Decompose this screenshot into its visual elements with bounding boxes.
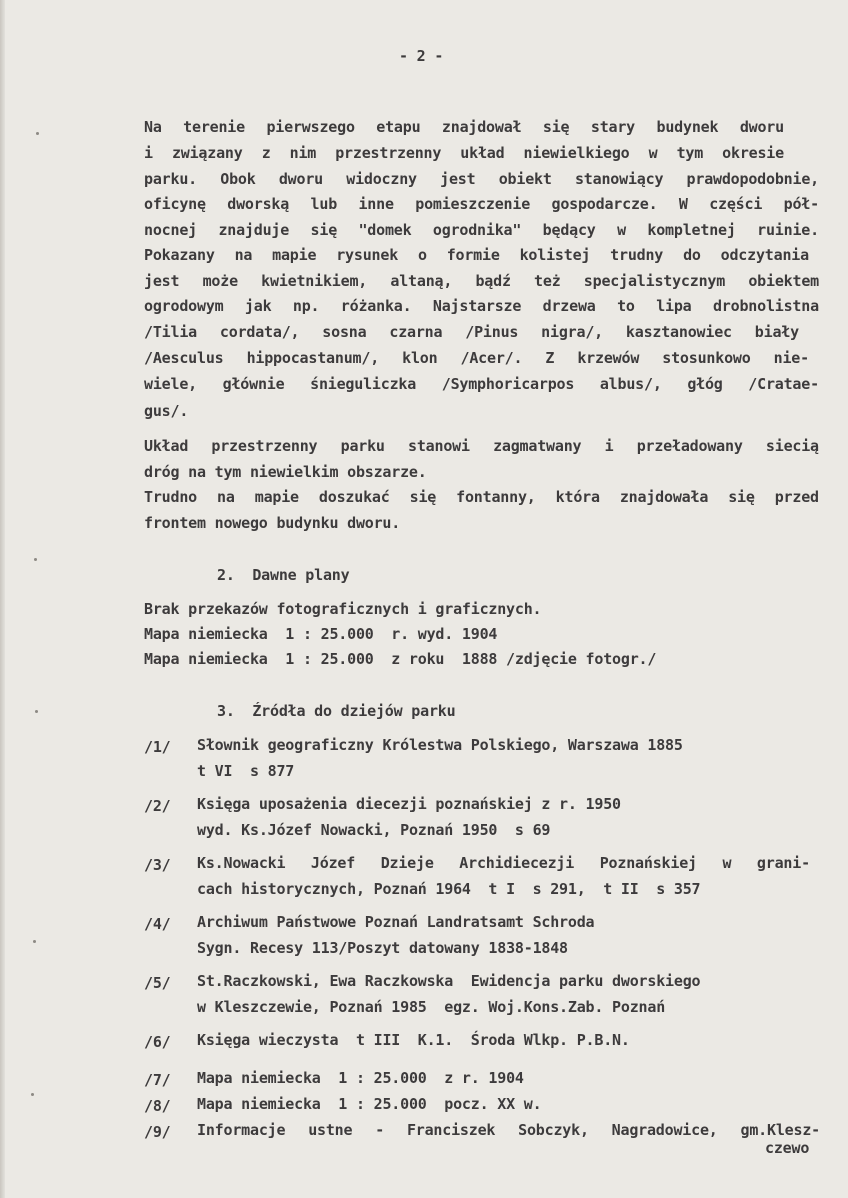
text-line: Brak przekazów fotograficznych i graficznych. (144, 600, 542, 618)
reference-line: Słownik geograficzny Królestwa Polskiego, Warszawa 1885 (197, 736, 683, 754)
reference-number: /6/ (144, 1033, 171, 1051)
reference-number: /8/ (144, 1097, 171, 1115)
reference-line: Mapa niemiecka 1 : 25.000 z r. 1904 (197, 1069, 524, 1087)
text-line: Mapa niemiecka 1 : 25.000 z roku 1888 /zdjęcie fotogr./ (144, 650, 657, 668)
paper-edge-shadow (0, 0, 5, 1198)
text-line: nocnej znajduje się "domek ogrodnika" będący w kompletnej ruinie. (144, 221, 819, 239)
page-number: - 2 - (399, 47, 444, 65)
text-line: oficynę dworską lub inne pomieszczenie gospodarcze. W części pół- (144, 195, 819, 213)
text-line: i związany z nim przestrzenny układ niewielkiego w tym okresie (144, 144, 784, 162)
punch-mark (34, 558, 37, 561)
text-line: dróg na tym niewielkim obszarze. (144, 463, 427, 481)
reference-line: Mapa niemiecka 1 : 25.000 pocz. XX w. (197, 1095, 542, 1113)
reference-line: t VI s 877 (197, 762, 295, 780)
reference-line: wyd. Ks.Józef Nowacki, Poznań 1950 s 69 (197, 821, 551, 839)
reference-line: St.Raczkowski, Ewa Raczkowska Ewidencja parku dworskiego (197, 972, 701, 990)
reference-line: Księga uposażenia diecezji poznańskiej z r. 1950 (197, 795, 621, 813)
reference-number: /7/ (144, 1071, 171, 1089)
punch-mark (36, 132, 39, 135)
text-line: wiele, głównie śnieguliczka /Symphoricarpos albus/, głóg /Cratae- (144, 375, 819, 393)
text-line: Na terenie pierwszego etapu znajdował się stary budynek dworu (144, 118, 784, 136)
text-line: ogrodowym jak np. różanka. Najstarsze drzewa to lipa drobnolistna (144, 297, 819, 315)
reference-line: Sygn. Recesy 113/Poszyt datowany 1838-1848 (197, 939, 568, 957)
text-line: /Tilia cordata/, sosna czarna /Pinus nigra/, kasztanowiec biały (144, 323, 799, 341)
text-line: gus/. (144, 402, 189, 420)
text-line: Układ przestrzenny parku stanowi zagmatwany i przeładowany siecią (144, 437, 819, 455)
reference-number: /5/ (144, 974, 171, 992)
text-line: Mapa niemiecka 1 : 25.000 r. wyd. 1904 (144, 625, 498, 643)
text-line: Pokazany na mapie rysunek o formie kolistej trudny do odczytania (144, 246, 809, 264)
text-line: jest może kwietnikiem, altaną, bądź też specjalistycznym obiektem (144, 272, 819, 290)
section-heading: 3. Źródła do dziejów parku (217, 702, 456, 720)
reference-line: Ks.Nowacki Józef Dzieje Archidiecezji Poznańskiej w grani- (197, 854, 810, 872)
reference-line: w Kleszczewie, Poznań 1985 egz. Woj.Kons.Zab. Poznań (197, 998, 666, 1016)
reference-number: /1/ (144, 738, 171, 756)
reference-line: cach historycznych, Poznań 1964 t I s 291, t II s 357 (197, 880, 701, 898)
reference-number: /4/ (144, 915, 171, 933)
text-line: Trudno na mapie doszukać się fontanny, która znajdowała się przed (144, 488, 819, 506)
text-line: parku. Obok dworu widoczny jest obiekt stanowiący prawdopodobnie, (144, 170, 819, 188)
punch-mark (31, 1093, 34, 1096)
punch-mark (35, 710, 38, 713)
text-line: frontem nowego budynku dworu. (144, 514, 401, 532)
reference-number: /9/ (144, 1123, 171, 1141)
reference-line: Księga wieczysta t III K.1. Środa Wlkp. P.B.N. (197, 1031, 630, 1049)
text-line: /Aesculus hippocastanum/, klon /Acer/. Z krzewów stosunkowo nie- (144, 349, 809, 367)
section-heading: 2. Dawne plany (217, 566, 350, 584)
reference-number: /3/ (144, 856, 171, 874)
punch-mark (33, 940, 36, 943)
reference-number: /2/ (144, 797, 171, 815)
reference-line: czewo (765, 1139, 810, 1157)
reference-line: Archiwum Państwowe Poznań Landratsamt Schroda (197, 913, 595, 931)
reference-line: Informacje ustne - Franciszek Sobczyk, Nagradowice, gm.Klesz- (197, 1121, 820, 1139)
